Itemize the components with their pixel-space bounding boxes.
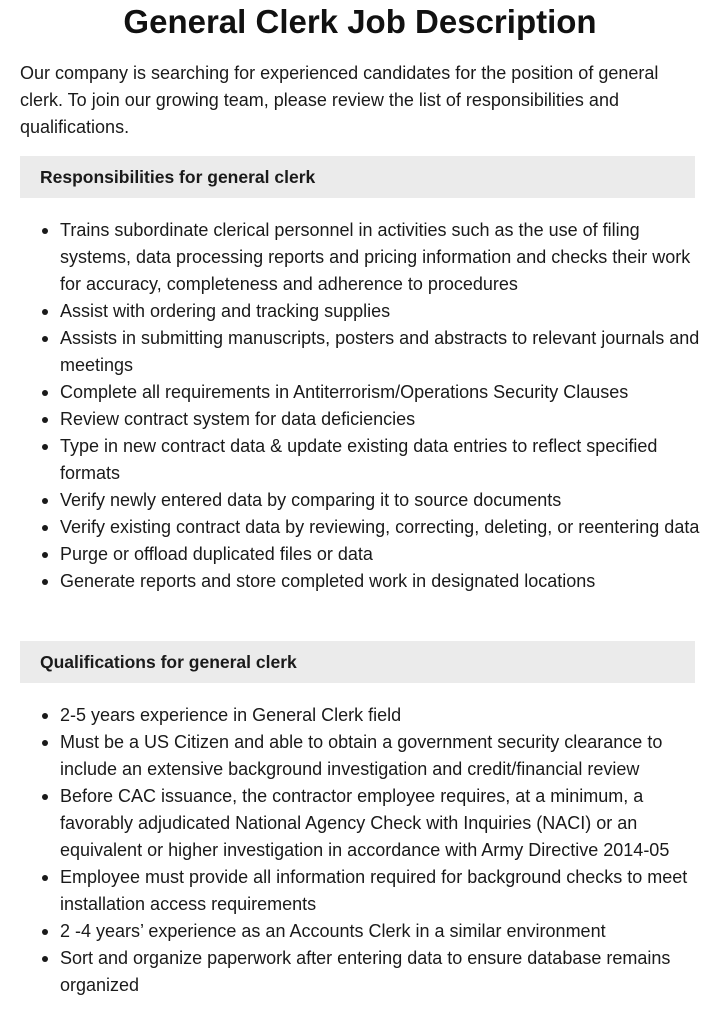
list-item (40, 541, 705, 568)
bullet-icon (42, 875, 48, 881)
list-item (40, 217, 705, 298)
bullet-icon (42, 552, 48, 558)
bullet-icon (42, 309, 48, 315)
qualifications-list (40, 702, 705, 999)
list-item (40, 945, 705, 999)
bullet-icon (42, 713, 48, 719)
list-item (40, 568, 705, 595)
bullet-icon (42, 444, 48, 450)
list-item (40, 514, 705, 541)
list-item (40, 783, 705, 864)
list-item-text: Before CAC issuance, the contractor employee requires, at a minimum, a favorably adjudicated National Agency Check with Inquiries (NACI) or an equivalent or higher investigation in accordance with Army Directive 2014-05 (60, 786, 670, 860)
list-item-text: Trains subordinate clerical personnel in activities such as the use of filing systems, data processing reports and pricing information and checks their work for accuracy, completeness and adherence to procedures (60, 220, 691, 294)
list-item (40, 379, 705, 406)
bullet-icon (42, 498, 48, 504)
bullet-icon (42, 794, 48, 800)
bullet-icon (42, 525, 48, 531)
list-item (40, 729, 705, 783)
list-item (40, 702, 705, 729)
bullet-icon (42, 336, 48, 342)
list-item (40, 433, 705, 487)
list-item-text: Must be a US Citizen and able to obtain a government security clearance to include an extensive background investigation and credit/financial review (60, 732, 663, 779)
list-item-text: Assist with ordering and tracking supplies (60, 301, 391, 321)
list-item-text: Verify newly entered data by comparing it to source documents (60, 490, 562, 510)
page-title: General Clerk Job Description (123, 3, 597, 40)
intro-paragraph: Our company is searching for experienced candidates for the position of general clerk. To join our growing team, please review the list of responsibilities and qualifications. (20, 63, 659, 137)
bullet-icon (42, 929, 48, 935)
list-item-text: Complete all requirements in Antiterrorism/Operations Security Clauses (60, 382, 629, 402)
list-item-text: Generate reports and store completed work in designated locations (60, 571, 596, 591)
bullet-icon (42, 740, 48, 746)
list-item-text: Review contract system for data deficiencies (60, 409, 416, 429)
list-item-text: Verify existing contract data by reviewing, correcting, deleting, or reentering data (60, 517, 700, 537)
list-item (40, 298, 705, 325)
list-item-text: 2-5 years experience in General Clerk field (60, 705, 402, 725)
responsibilities-heading: Responsibilities for general clerk (20, 156, 695, 198)
list-item-text: 2 -4 years’ experience as an Accounts Clerk in a similar environment (60, 921, 606, 941)
responsibilities-list (40, 217, 705, 595)
list-item (40, 406, 705, 433)
list-item-text: Assists in submitting manuscripts, posters and abstracts to relevant journals and meetings (60, 328, 700, 375)
list-item (40, 918, 705, 945)
list-item (40, 487, 705, 514)
bullet-icon (42, 956, 48, 962)
list-item-text: Purge or offload duplicated files or data (60, 544, 373, 564)
qualifications-heading: Qualifications for general clerk (20, 641, 695, 683)
list-item (40, 864, 705, 918)
bullet-icon (42, 228, 48, 234)
bullet-icon (42, 390, 48, 396)
list-item (40, 325, 705, 379)
bullet-icon (42, 579, 48, 585)
bullet-icon (42, 417, 48, 423)
list-item-text: Employee must provide all information required for background checks to meet installation access requirements (60, 867, 688, 914)
list-item-text: Type in new contract data & update existing data entries to reflect specified formats (60, 436, 658, 483)
list-item-text: Sort and organize paperwork after entering data to ensure database remains organized (60, 948, 671, 995)
